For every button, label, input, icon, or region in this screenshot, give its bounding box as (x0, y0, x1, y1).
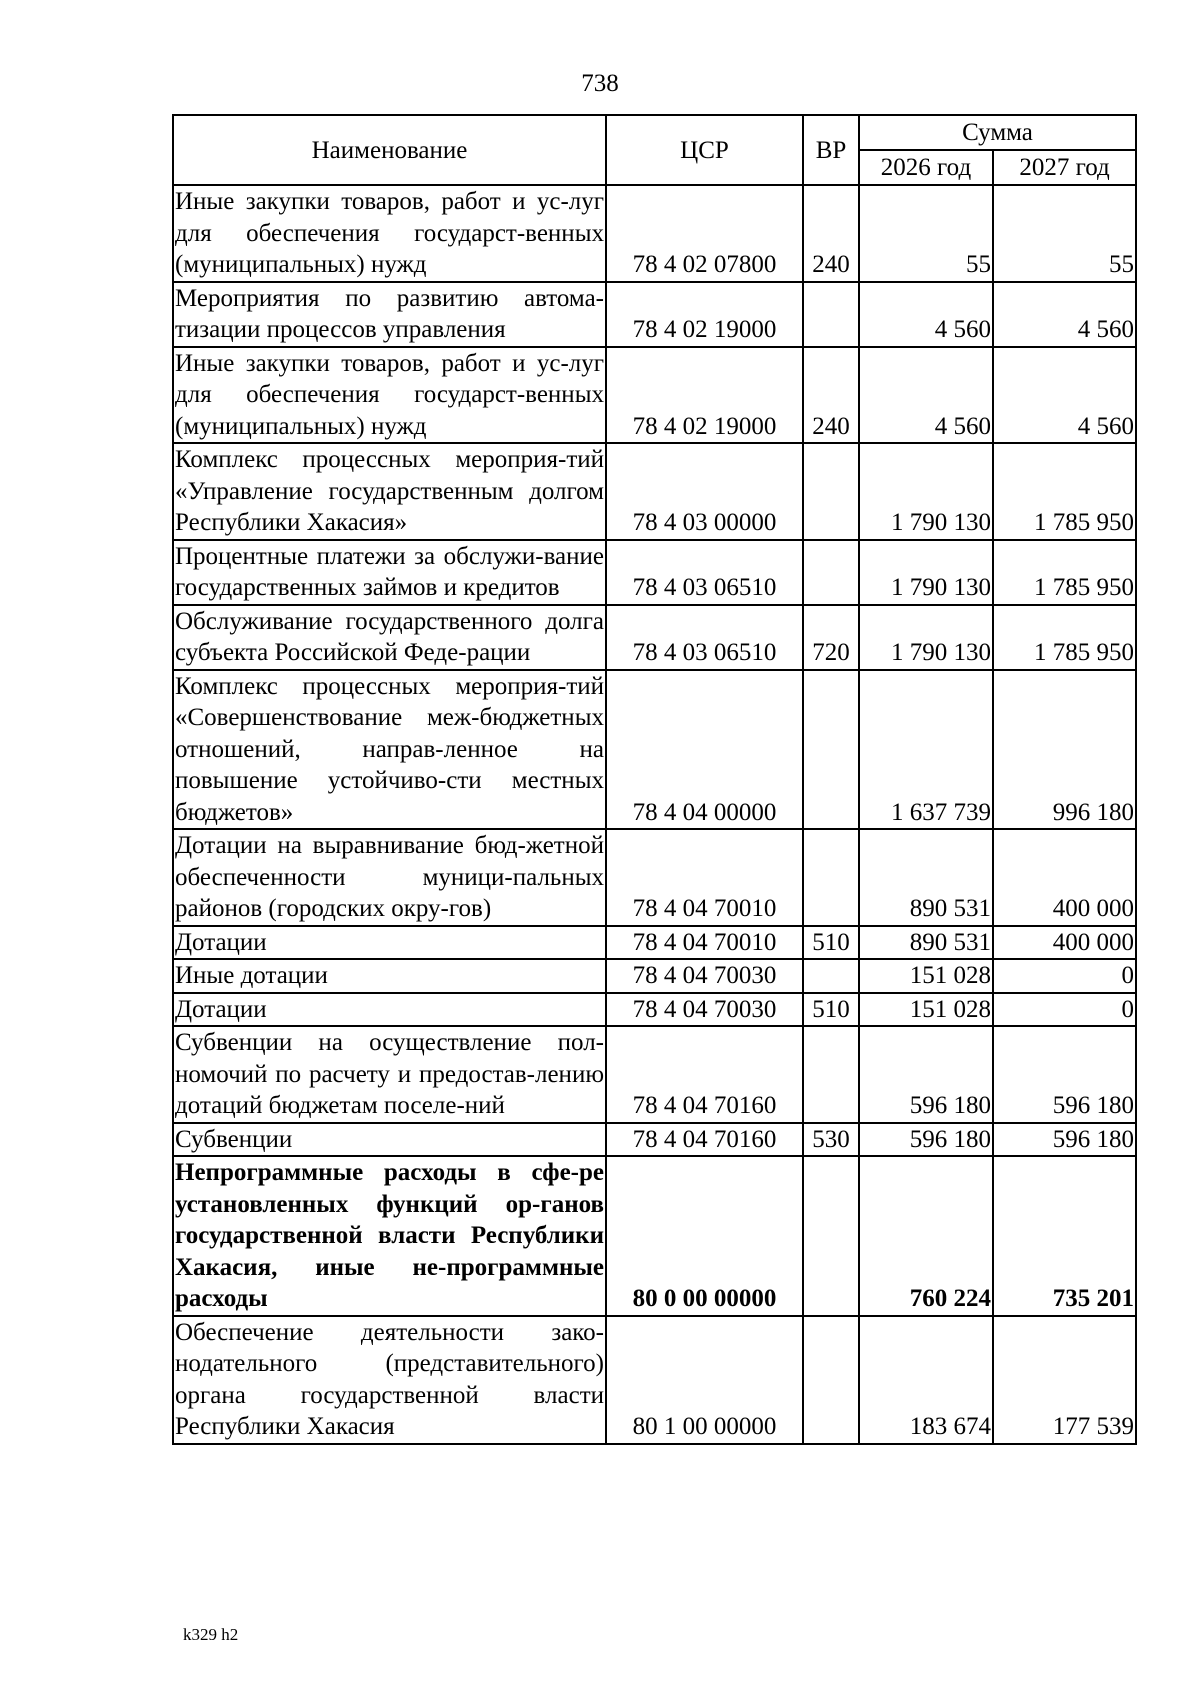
row-sum-2027: 1 785 950 (993, 443, 1136, 540)
table-row (173, 670, 1136, 830)
row-csr: 80 1 00 00000 (606, 1316, 803, 1444)
table-body (173, 185, 1136, 1444)
row-csr: 78 4 04 70160 (606, 1123, 803, 1157)
row-sum-2026: 596 180 (859, 1026, 993, 1123)
row-sum-2026: 4 560 (859, 282, 993, 347)
table-row (173, 926, 1136, 960)
row-vr (803, 829, 859, 926)
row-name: Мероприятия по развитию автома-тизации процессов управления (173, 282, 606, 347)
table-row (173, 282, 1136, 347)
table-row (173, 540, 1136, 605)
header-sum: Сумма (859, 115, 1136, 150)
row-sum-2027: 735 201 (993, 1156, 1136, 1316)
row-csr: 80 0 00 00000 (606, 1156, 803, 1316)
header-name: Наименование (173, 115, 606, 185)
row-csr: 78 4 04 70030 (606, 959, 803, 993)
header-year-2027: 2027 год (993, 150, 1136, 185)
row-vr (803, 1026, 859, 1123)
header-csr: ЦСР (606, 115, 803, 185)
row-csr: 78 4 04 70010 (606, 829, 803, 926)
header-year-2026: 2026 год (859, 150, 993, 185)
row-sum-2026: 55 (859, 185, 993, 282)
row-name: Процентные платежи за обслужи-вание государственных займов и кредитов (173, 540, 606, 605)
row-sum-2027: 0 (993, 993, 1136, 1027)
row-name: Дотации (173, 926, 606, 960)
row-vr (803, 1156, 859, 1316)
table-row (173, 829, 1136, 926)
row-csr: 78 4 03 00000 (606, 443, 803, 540)
row-sum-2026: 1 790 130 (859, 443, 993, 540)
row-sum-2026: 890 531 (859, 926, 993, 960)
row-csr: 78 4 03 06510 (606, 540, 803, 605)
row-vr (803, 282, 859, 347)
row-vr (803, 670, 859, 830)
row-csr: 78 4 04 70010 (606, 926, 803, 960)
row-sum-2027: 1 785 950 (993, 605, 1136, 670)
row-sum-2026: 760 224 (859, 1156, 993, 1316)
table-row (173, 605, 1136, 670)
row-name: Субвенции (173, 1123, 606, 1157)
page-number: 738 (581, 70, 619, 97)
row-sum-2027: 596 180 (993, 1026, 1136, 1123)
document-code: k329 h2 (183, 1625, 239, 1644)
header-vr: ВР (803, 115, 859, 185)
table-row (173, 993, 1136, 1027)
row-sum-2026: 596 180 (859, 1123, 993, 1157)
row-csr: 78 4 04 70030 (606, 993, 803, 1027)
table-row (173, 959, 1136, 993)
row-csr: 78 4 03 06510 (606, 605, 803, 670)
row-name: Иные закупки товаров, работ и ус-луг для обеспечения государст-венных (муниципальных) нужд (173, 185, 606, 282)
row-vr (803, 443, 859, 540)
table-row (173, 443, 1136, 540)
row-sum-2026: 1 790 130 (859, 540, 993, 605)
row-csr: 78 4 02 07800 (606, 185, 803, 282)
row-sum-2027: 177 539 (993, 1316, 1136, 1444)
row-name: Непрограммные расходы в сфе-ре установленных функций ор-ганов государственной власти Республики Хакасия, иные не-программные расходы (173, 1156, 606, 1316)
row-sum-2026: 4 560 (859, 347, 993, 444)
table-row (173, 1123, 1136, 1157)
table-row (173, 1026, 1136, 1123)
row-name: Обслуживание государственного долга субъекта Российской Феде-рации (173, 605, 606, 670)
row-sum-2027: 55 (993, 185, 1136, 282)
row-name: Комплекс процессных мероприя-тий «Управление государственным долгом Республики Хакасия» (173, 443, 606, 540)
row-name: Иные дотации (173, 959, 606, 993)
row-sum-2027: 596 180 (993, 1123, 1136, 1157)
table-row (173, 347, 1136, 444)
row-name: Иные закупки товаров, работ и ус-луг для обеспечения государст-венных (муниципальных) нужд (173, 347, 606, 444)
table-row (173, 1316, 1136, 1444)
row-sum-2027: 400 000 (993, 829, 1136, 926)
table-row (173, 185, 1136, 282)
table-row (173, 1156, 1136, 1316)
row-sum-2026: 890 531 (859, 829, 993, 926)
row-sum-2026: 151 028 (859, 993, 993, 1027)
row-sum-2026: 1 637 739 (859, 670, 993, 830)
row-sum-2027: 996 180 (993, 670, 1136, 830)
row-sum-2026: 1 790 130 (859, 605, 993, 670)
row-vr: 510 (803, 993, 859, 1027)
row-sum-2027: 0 (993, 959, 1136, 993)
row-name: Дотации (173, 993, 606, 1027)
row-name: Дотации на выравнивание бюд-жетной обеспеченности муници-пальных районов (городских окру-гов) (173, 829, 606, 926)
row-name: Комплекс процессных мероприя-тий «Совершенствование меж-бюджетных отношений, направ-ленное на повышение устойчиво-сти местных бюджетов» (173, 670, 606, 830)
row-sum-2027: 1 785 950 (993, 540, 1136, 605)
row-vr (803, 959, 859, 993)
row-vr (803, 1316, 859, 1444)
row-vr: 720 (803, 605, 859, 670)
row-vr: 530 (803, 1123, 859, 1157)
row-name: Субвенции на осуществление пол-номочий по расчету и предостав-лению дотаций бюджетам поселе-ний (173, 1026, 606, 1123)
row-csr: 78 4 04 70160 (606, 1026, 803, 1123)
row-sum-2027: 4 560 (993, 282, 1136, 347)
row-csr: 78 4 04 00000 (606, 670, 803, 830)
budget-table (172, 114, 1137, 1445)
row-csr: 78 4 02 19000 (606, 282, 803, 347)
row-name: Обеспечение деятельности зако-нодательного (представительного) органа государственной власти Республики Хакасия (173, 1316, 606, 1444)
row-csr: 78 4 02 19000 (606, 347, 803, 444)
row-vr: 240 (803, 347, 859, 444)
row-vr (803, 540, 859, 605)
row-vr: 240 (803, 185, 859, 282)
row-sum-2027: 400 000 (993, 926, 1136, 960)
row-sum-2026: 183 674 (859, 1316, 993, 1444)
row-sum-2027: 4 560 (993, 347, 1136, 444)
row-vr: 510 (803, 926, 859, 960)
row-sum-2026: 151 028 (859, 959, 993, 993)
